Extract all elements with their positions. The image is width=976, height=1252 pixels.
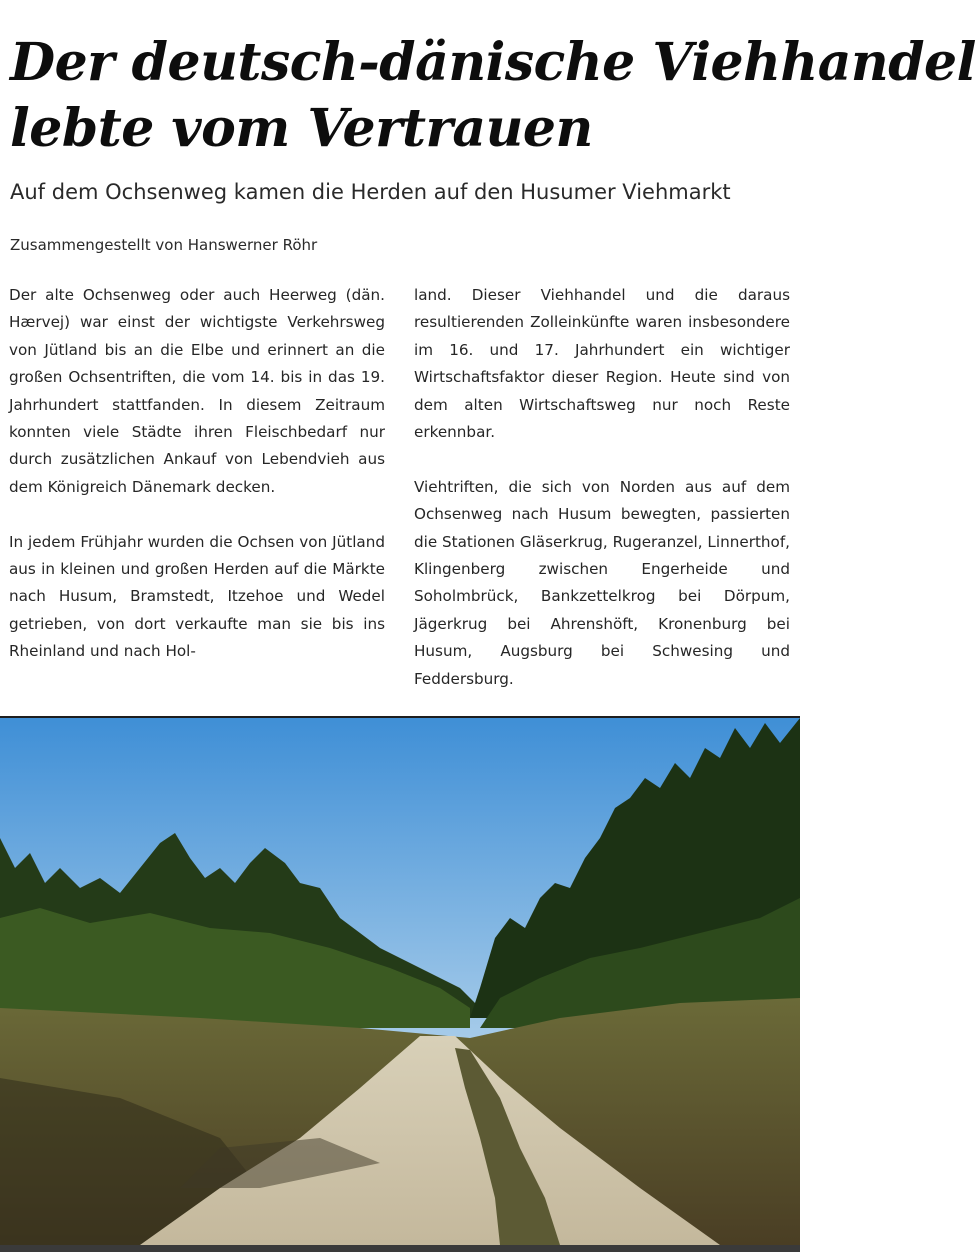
- article-byline: Zusammengestellt von Hanswerner Röhr: [10, 236, 318, 254]
- paragraph-viehtriften-stationen: Viehtriften, die sich von Norden aus auf dem Ochsenweg nach Husum bewegten, passierten die Stationen Gläserkrug, Rugeranzel, Linnerthof, Klingenberg zwischen Engerheide und Soholmbrück, Bankzettelkrog bei Dörpum, Jägerkrug bei Ahrenshöft, Kronenburg bei Husum, Augsburg bei Schwesing und Feddersburg.: [414, 477, 790, 688]
- article-title-line-1: Der deutsch-dänische Viehhandel: [10, 32, 976, 93]
- paragraph-viehhandel-zoll: land. Dieser Viehhandel und die daraus resultierenden Zolleinkünfte waren insbesondere im 16. und 17. Jahrhundert ein wichtiger Wirtschaftsfaktor dieser Region. Heute sind von dem alten Wirtschaftsweg nur noch Reste erkennbar.: [414, 286, 790, 442]
- article-title-line-2: lebte vom Vertrauen: [10, 98, 593, 159]
- article-title: [10, 30, 976, 162]
- paragraph-ochsenweg-intro: Der alte Ochsenweg oder auch Heerweg (dän. Hærvej) war einst der wichtigste Verkehrsweg von Jütland bis an die Elbe und erinnert an die großen Ochsentriften, die vom 14. bis in das 19. Jahrhundert stattfanden. In diesem Zeitraum konnten viele Städte ihren Fleischbedarf nur durch zusätzlichen Ankauf von Lebendvieh aus dem Königreich Dänemark decken.: [9, 286, 385, 496]
- article-column-left: [9, 282, 385, 666]
- article-subtitle: Auf dem Ochsenweg kamen die Herden auf den Husumer Viehmarkt: [10, 180, 731, 204]
- article-column-right: [414, 282, 790, 693]
- paragraph-fruehjahr-herden: In jedem Frühjahr wurden die Ochsen von Jütland aus in kleinen und großen Herden auf die Märkte nach Husum, Bramstedt, Itzehoe und Wedel getrieben, von dort verkaufte man sie bis ins Rheinland und nach Hol-: [9, 532, 385, 661]
- page-bottom-edge: [0, 1245, 800, 1252]
- ochsenweg-landscape-photo: [0, 718, 800, 1245]
